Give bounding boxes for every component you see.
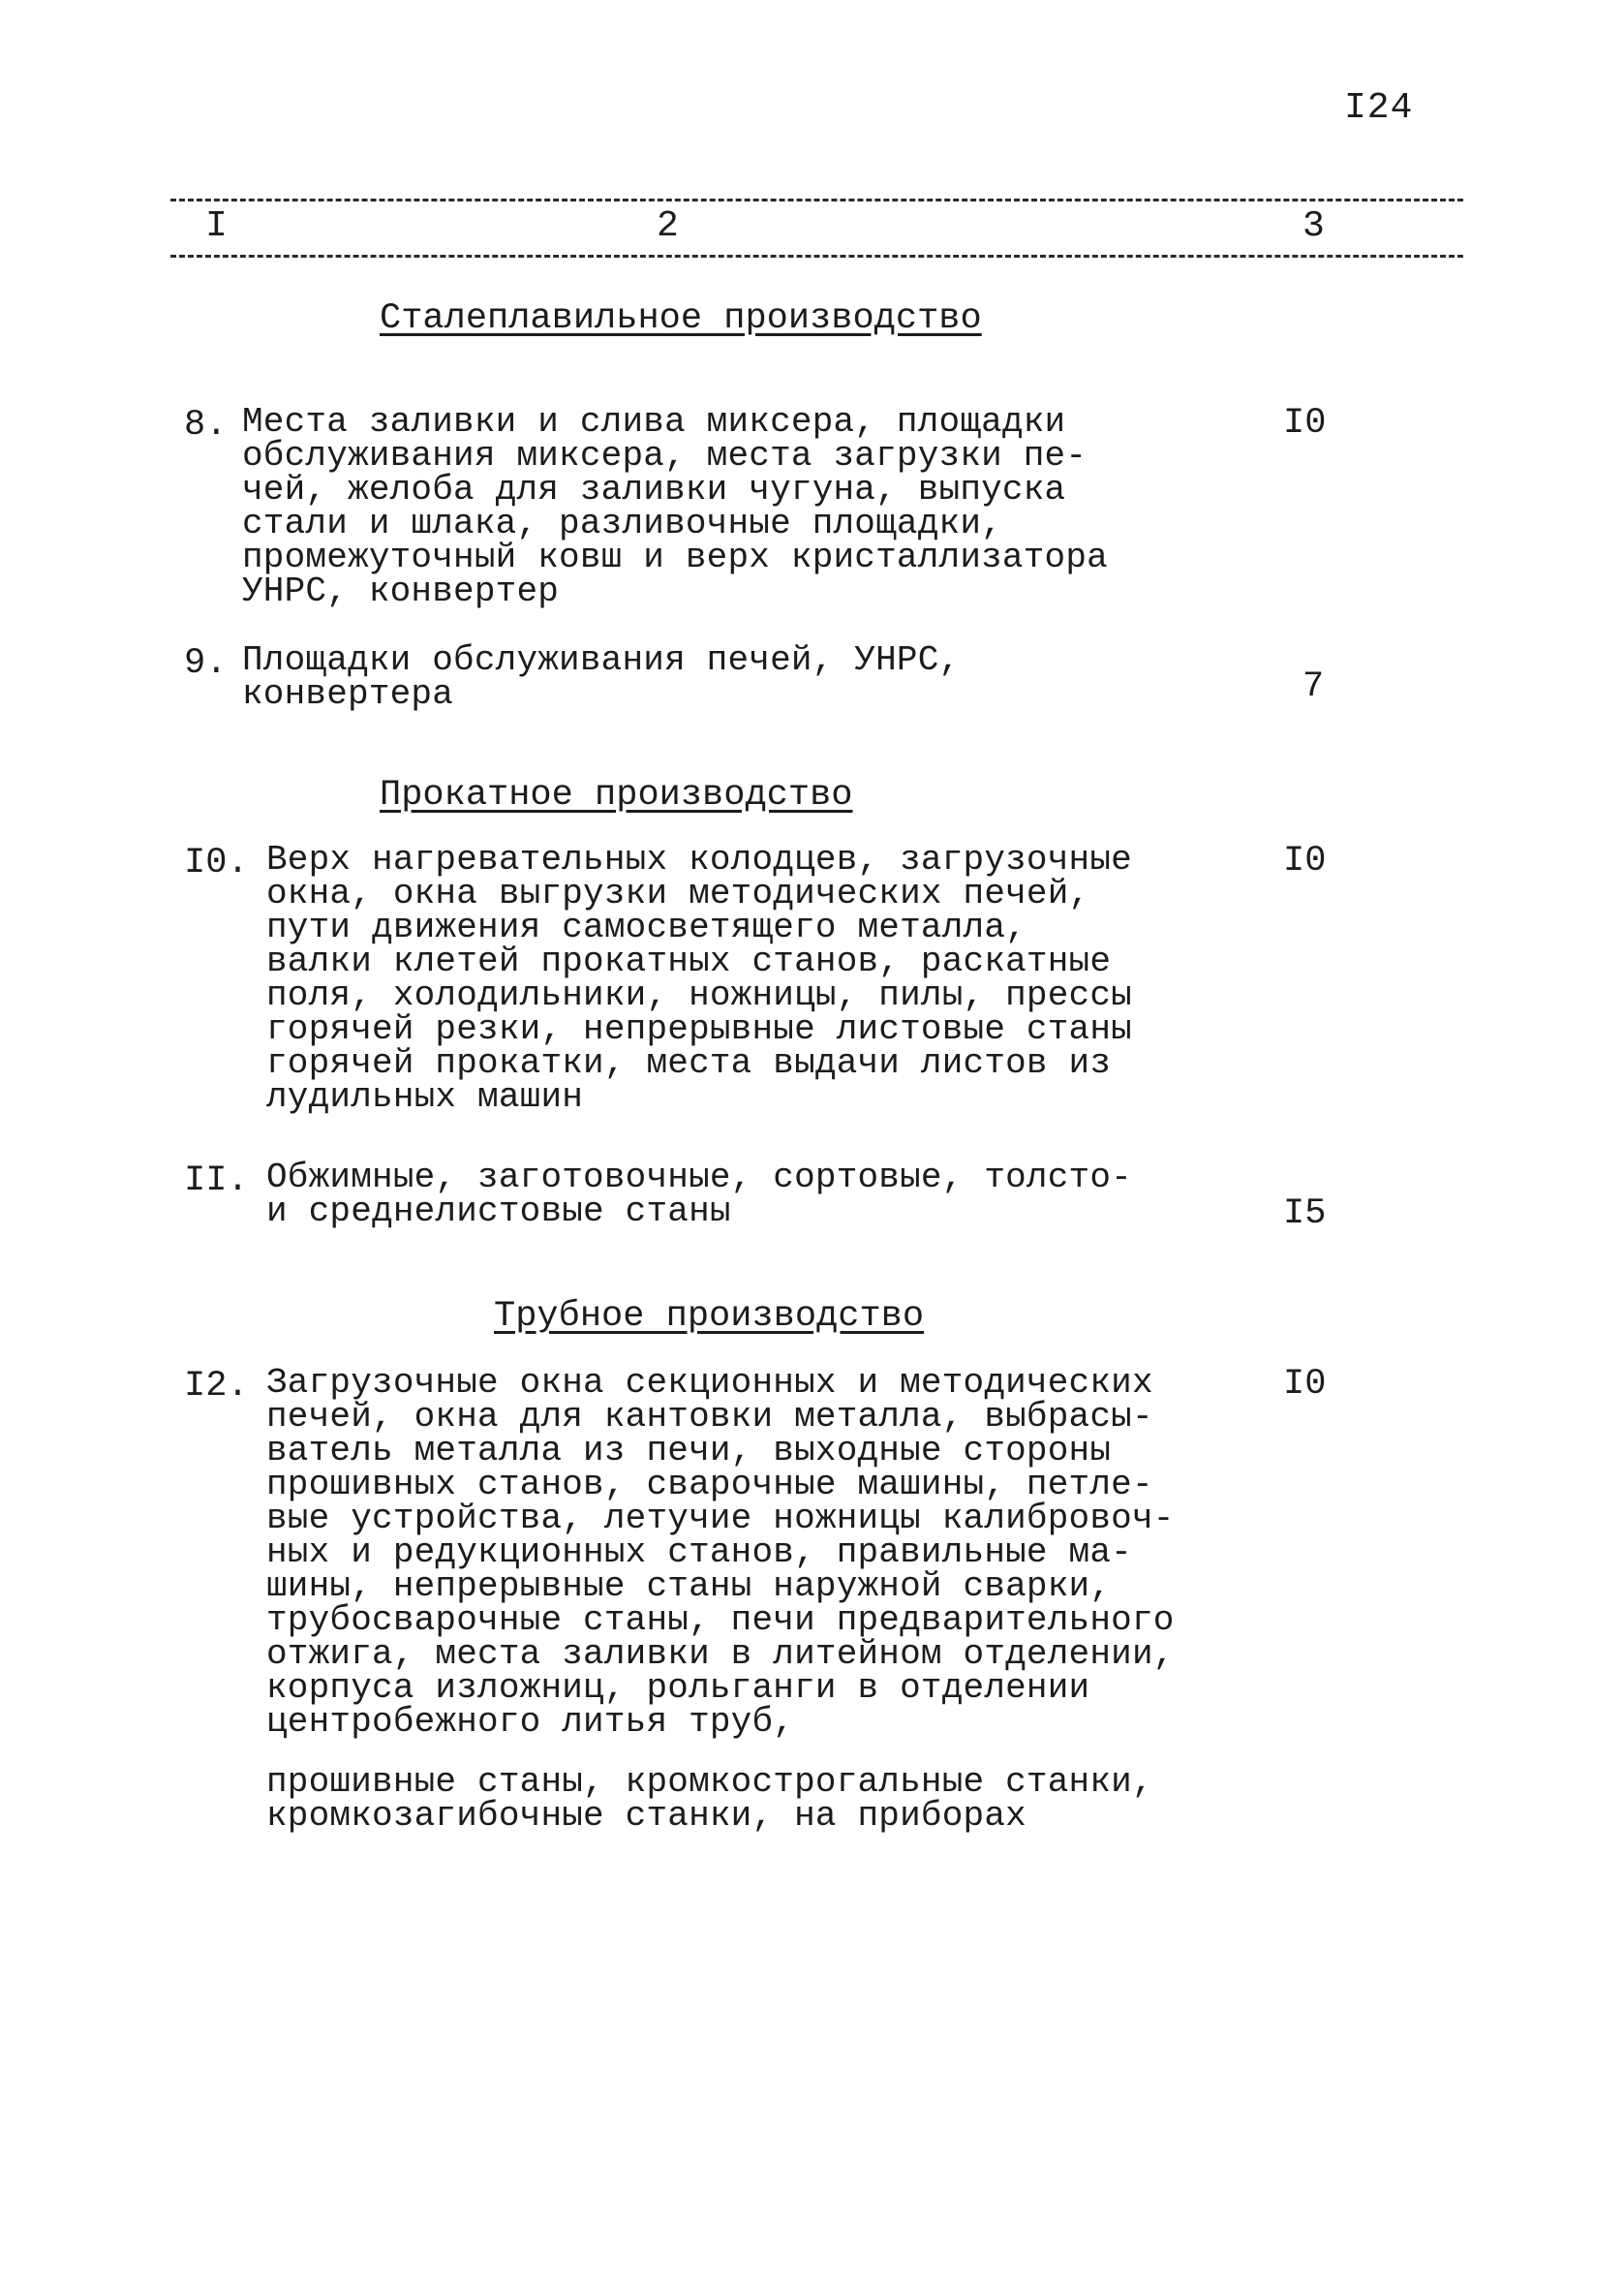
item-text: Места заливки и слива миксера, площадки обслуживания миксера, места загрузки пе- чей, желоба для заливки чугуна, выпуска стали и шлака, разливочные площадки, промежуточный ковш и верх кристаллизатора УНРС, конвертер [242, 402, 1108, 611]
item-text: Загрузочные окна секционных и методических печей, окна для кантовки металла, выбрасы- ватель металла из печи, выходные стороны прошивных станов, сварочные машины, петле- вые устройства, летучие ножницы калибровоч- ных и редукционных станов, правильные ма- шины, непрерывные станы наружной сварки, трубосварочные станы, печи предварительного отжига, места заливки в литейном отделении, корпуса изложниц, рольганги в отделении центробежного литья труб, [266, 1363, 1175, 1742]
section-title-rolling: Прокатное производство [380, 775, 853, 816]
item-value: 7 [1302, 666, 1325, 707]
item-number: 8. [184, 405, 228, 446]
item-text: Площадки обслуживания печей, УНРС, конвертера [242, 640, 961, 714]
item-number: II. [184, 1160, 249, 1201]
item-text: Обжимные, заготовочные, сортовые, толсто- и среднелистовые станы [266, 1158, 1132, 1231]
table-header-rule-top [170, 199, 1463, 201]
item-value: I0 [1283, 1364, 1327, 1405]
page-number: I24 [1344, 87, 1414, 129]
section-title-pipe: Трубное производство [494, 1296, 925, 1337]
continuation-text: прошивные станы, кромкострогальные станки, кромкозагибочные станки, на приборах [266, 1762, 1153, 1836]
table-header-rule-bottom [170, 255, 1463, 258]
column-header-3: 3 [1302, 205, 1325, 247]
section-title-steelmaking: Сталеплавильное производство [380, 298, 982, 339]
column-header-2: 2 [657, 205, 679, 247]
item-number: I0. [184, 843, 249, 883]
column-header-1: I [205, 205, 228, 247]
item-value: I5 [1283, 1193, 1327, 1234]
item-value: I0 [1283, 403, 1327, 444]
item-number: 9. [184, 643, 228, 684]
item-text: Верх нагревательных колодцев, загрузочные окна, окна выгрузки методических печей, пути движения самосветящего металла, валки клетей прокатных станов, раскатные поля, холодильники, ножницы, пилы, прессы горячей резки, непрерывные листовые станы горячей прокатки, места выдачи листов из лудильных машин [266, 840, 1132, 1117]
item-value: I0 [1283, 841, 1327, 882]
item-number: I2. [184, 1366, 249, 1407]
